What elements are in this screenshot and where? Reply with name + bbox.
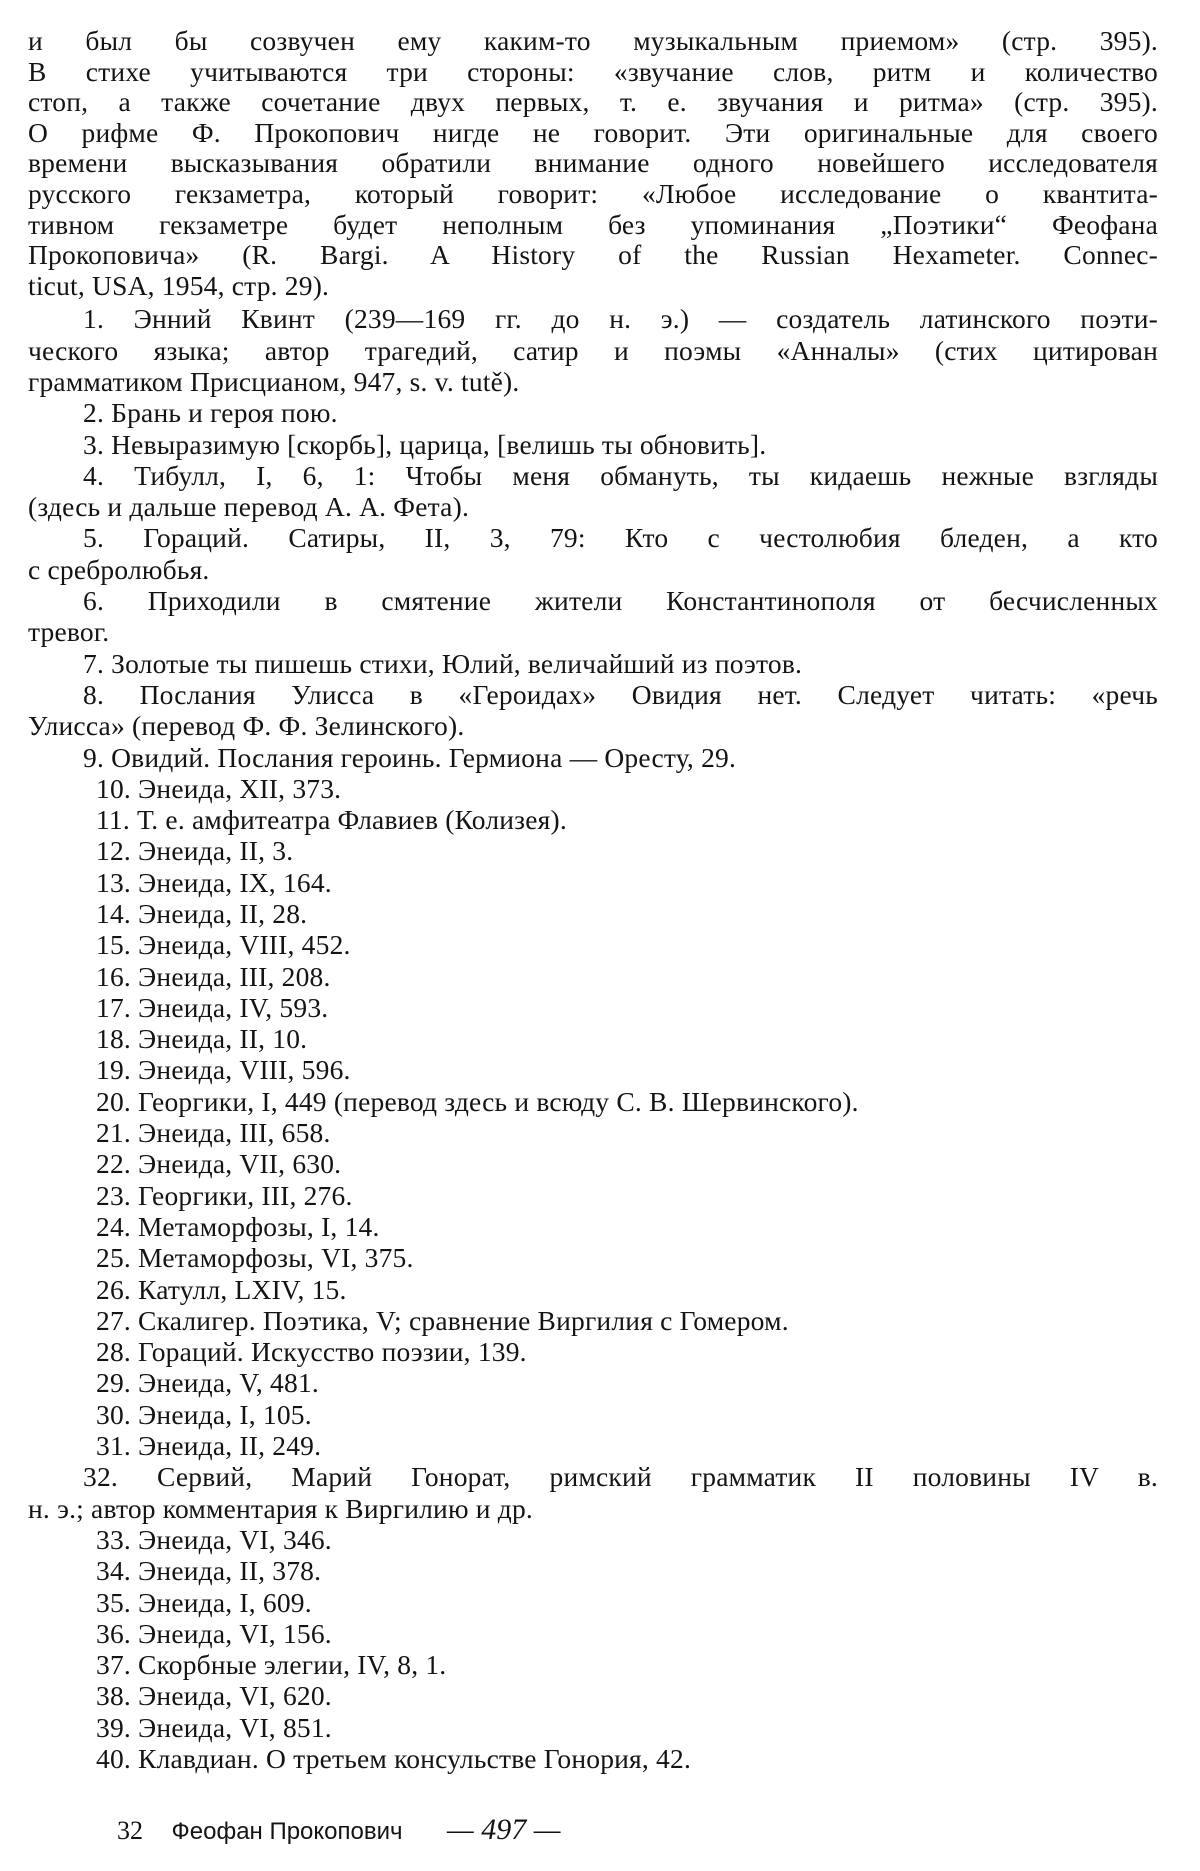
note-item bbox=[28, 992, 1158, 1023]
note-item bbox=[28, 1430, 1158, 1461]
note-item bbox=[28, 679, 1158, 742]
note-item bbox=[28, 898, 1158, 929]
note-item bbox=[28, 648, 1158, 679]
note-item bbox=[28, 1242, 1158, 1273]
note-item bbox=[28, 1305, 1158, 1336]
running-author: Феофан Прокопович bbox=[171, 1818, 403, 1845]
note-item bbox=[28, 1399, 1158, 1430]
note-text: 17. Энеида, IV, 593. bbox=[96, 991, 329, 1023]
note-item bbox=[28, 1023, 1158, 1054]
note-line: 5. Гораций. Сатиры, II, 3, 79: Кто с честолюбия бледен, а кто bbox=[83, 522, 1158, 554]
note-text: 30. Энеида, I, 105. bbox=[96, 1398, 312, 1430]
note-text: 24. Метаморфозы, I, 14. bbox=[96, 1210, 380, 1242]
note-text: 13. Энеида, IX, 164. bbox=[96, 866, 332, 898]
note-item bbox=[28, 1274, 1158, 1305]
note-text: 28. Гораций. Искусство поэзии, 139. bbox=[96, 1336, 527, 1368]
note-item bbox=[28, 1524, 1158, 1555]
note-item bbox=[28, 1712, 1158, 1743]
intro-paragraph bbox=[28, 26, 1158, 301]
note-text: 26. Катулл, LXIV, 15. bbox=[96, 1273, 347, 1305]
note-item bbox=[28, 1086, 1158, 1117]
note-line: н. э.; автор комментария к Виргилию и др. bbox=[28, 1492, 533, 1524]
note-text: 18. Энеида, II, 10. bbox=[96, 1023, 308, 1055]
note-line: 32. Сервий, Марий Гонорат, римский грамматик II половины IV в. bbox=[83, 1461, 1158, 1493]
note-text: 3. Невыразимую [скорбь], царица, [велишь ты обновить]. bbox=[83, 428, 767, 460]
note-text: 20. Георгики, I, 449 (перевод здесь и всюду С. В. Шервинского). bbox=[96, 1085, 859, 1117]
note-text: 39. Энеида, VI, 851. bbox=[96, 1711, 332, 1743]
note-line: грамматиком Присцианом, 947, s. v. tutě). bbox=[28, 365, 520, 397]
note-text: 27. Скалигер. Поэтика, V; сравнение Виргилия с Гомером. bbox=[96, 1304, 789, 1336]
note-item bbox=[28, 804, 1158, 835]
note-item bbox=[28, 585, 1158, 648]
note-text: 33. Энеида, VI, 346. bbox=[96, 1523, 332, 1555]
note-text: 38. Энеида, VI, 620. bbox=[96, 1680, 332, 1712]
note-item bbox=[28, 1743, 1158, 1774]
note-item bbox=[28, 1680, 1158, 1711]
intro-line: О рифме Ф. Прокопович нигде не говорит. Эти оригинальные для своего bbox=[28, 116, 1158, 148]
note-item bbox=[28, 1367, 1158, 1398]
note-item bbox=[28, 397, 1158, 428]
note-text: 12. Энеида, II, 3. bbox=[96, 835, 294, 867]
intro-line: русского гекзаметра, который говорит: «Любое исследование о квантита- bbox=[28, 177, 1158, 209]
intro-line: и был бы созвучен ему каким-то музыкальным приемом» (стр. 395). bbox=[28, 25, 1158, 56]
note-text: 23. Георгики, III, 276. bbox=[96, 1179, 353, 1211]
page-footer bbox=[117, 1813, 560, 1847]
note-text: 35. Энеида, I, 609. bbox=[96, 1586, 312, 1618]
note-item bbox=[28, 961, 1158, 992]
intro-line: времени высказывания обратили внимание одного новейшего исследователя bbox=[28, 147, 1158, 179]
note-line: 4. Тибулл, I, 6, 1: Чтобы меня обмануть, ты кидаешь нежные взгляды bbox=[83, 459, 1158, 491]
note-text: 21. Энеида, III, 658. bbox=[96, 1117, 331, 1149]
note-line: тревог. bbox=[28, 616, 110, 648]
note-line: Улисса» (перевод Ф. Ф. Зелинского). bbox=[28, 710, 465, 742]
note-text: 19. Энеида, VIII, 596. bbox=[96, 1054, 351, 1086]
note-text: 11. Т. е. амфитеатра Флавиев (Колизея). bbox=[96, 804, 567, 836]
note-item bbox=[28, 742, 1158, 773]
note-text: 16. Энеида, III, 208. bbox=[96, 960, 331, 992]
intro-line: Прокоповича» (R. Bargi. A History of the Russian Hexameter. Connec- bbox=[28, 239, 1158, 271]
note-item bbox=[28, 460, 1158, 523]
notes-list bbox=[28, 303, 1158, 1774]
intro-line: тивном гекзаметре будет неполным без упоминания „Поэтики“ Феофана bbox=[28, 208, 1158, 240]
note-text: 7. Золотые ты пишешь стихи, Юлий, величайший из поэтов. bbox=[83, 647, 803, 679]
note-item bbox=[28, 1649, 1158, 1680]
note-text: 15. Энеида, VIII, 452. bbox=[96, 929, 351, 961]
note-item bbox=[28, 835, 1158, 866]
note-text: 10. Энеида, XII, 373. bbox=[96, 772, 342, 804]
note-text: 22. Энеида, VII, 630. bbox=[96, 1148, 342, 1180]
note-item bbox=[28, 1148, 1158, 1179]
note-line: 1. Энний Квинт (239—169 гг. до н. э.) — создатель латинского поэти- bbox=[83, 303, 1158, 335]
note-item bbox=[28, 1180, 1158, 1211]
page bbox=[28, 26, 1158, 1774]
note-item bbox=[28, 522, 1158, 585]
note-item bbox=[28, 1211, 1158, 1242]
note-line: с сребролюбья. bbox=[28, 553, 210, 585]
note-text: 2. Брань и героя пою. bbox=[83, 397, 338, 429]
note-text: 25. Метаморфозы, VI, 375. bbox=[96, 1242, 414, 1274]
note-text: 29. Энеида, V, 481. bbox=[96, 1367, 319, 1399]
note-text: 37. Скорбные элегии, IV, 8, 1. bbox=[96, 1649, 447, 1681]
note-line: ческого языка; автор трагедий, сатир и поэмы «Анналы» (стих цитирован bbox=[28, 334, 1158, 366]
note-item bbox=[28, 1117, 1158, 1148]
note-line: 8. Послания Улисса в «Героидах» Овидия нет. Следует читать: «речь bbox=[83, 678, 1158, 710]
note-text: 31. Энеида, II, 249. bbox=[96, 1430, 322, 1462]
note-item bbox=[28, 1587, 1158, 1618]
note-item bbox=[28, 429, 1158, 460]
intro-line: стоп, а также сочетание двух первых, т. е. звучания и ритма» (стр. 395). bbox=[28, 86, 1158, 118]
note-item bbox=[28, 1555, 1158, 1586]
intro-line: ticut, USA, 1954, стр. 29). bbox=[28, 269, 330, 301]
note-item bbox=[28, 867, 1158, 898]
note-line: 6. Приходили в смятение жители Константинополя от бесчисленных bbox=[83, 585, 1158, 617]
note-line: (здесь и дальше перевод А. А. Фета). bbox=[28, 491, 470, 523]
note-text: 14. Энеида, II, 28. bbox=[96, 897, 308, 929]
note-item bbox=[28, 1461, 1158, 1524]
note-item bbox=[28, 303, 1158, 397]
note-item bbox=[28, 1336, 1158, 1367]
note-item bbox=[28, 929, 1158, 960]
note-text: 36. Энеида, VI, 156. bbox=[96, 1617, 332, 1649]
note-text: 9. Овидий. Послания героинь. Гермиона — Оресту, 29. bbox=[83, 741, 737, 773]
note-item bbox=[28, 1054, 1158, 1085]
page-number: — 497 — bbox=[447, 1813, 561, 1846]
note-item bbox=[28, 1618, 1158, 1649]
signature-mark: 32 bbox=[117, 1816, 143, 1845]
note-item bbox=[28, 773, 1158, 804]
intro-line: В стихе учитываются три стороны: «звучание слов, ритм и количество bbox=[28, 55, 1158, 87]
note-text: 40. Клавдиан. О третьем консульстве Гонория, 42. bbox=[96, 1743, 692, 1774]
note-text: 34. Энеида, II, 378. bbox=[96, 1555, 322, 1587]
